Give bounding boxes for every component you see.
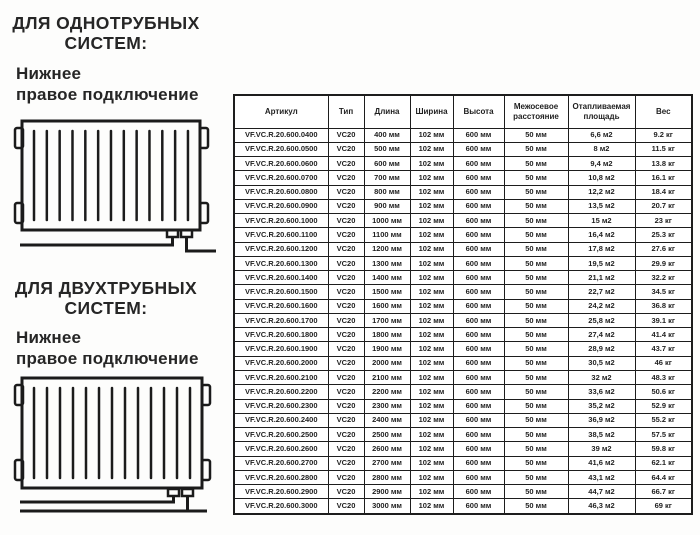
table-cell: VF.VC.R.20.600.0500 <box>234 142 328 156</box>
table-cell: 2200 мм <box>364 385 410 399</box>
table-cell: 13.8 кг <box>635 157 692 171</box>
table-cell: VF.VC.R.20.600.3000 <box>234 499 328 514</box>
table-cell: 24,2 м2 <box>568 299 635 313</box>
table-cell: VC20 <box>328 342 364 356</box>
table-cell: 28,9 м2 <box>568 342 635 356</box>
table-cell: VC20 <box>328 199 364 213</box>
table-cell: 32 м2 <box>568 371 635 385</box>
supply-pipe <box>20 237 173 245</box>
table-row <box>234 285 692 299</box>
table-cell: VC20 <box>328 285 364 299</box>
spec-table-body <box>234 128 692 514</box>
table-cell: 600 мм <box>453 199 504 213</box>
table-cell: 50 мм <box>504 128 568 142</box>
supply-pipe <box>20 496 174 502</box>
table-cell: 1600 мм <box>364 299 410 313</box>
table-cell: 43.7 кг <box>635 342 692 356</box>
table-cell: VF.VC.R.20.600.2100 <box>234 371 328 385</box>
table-cell: 1500 мм <box>364 285 410 299</box>
table-cell: 102 мм <box>410 499 453 514</box>
table-cell: 50 мм <box>504 214 568 228</box>
table-cell: 44,7 м2 <box>568 485 635 499</box>
table-cell: 1700 мм <box>364 313 410 327</box>
table-cell: VF.VC.R.20.600.1600 <box>234 299 328 313</box>
table-cell: VC20 <box>328 428 364 442</box>
table-row <box>234 228 692 242</box>
table-cell: VF.VC.R.20.600.2000 <box>234 356 328 370</box>
return-pipe <box>187 237 217 251</box>
table-cell: VC20 <box>328 470 364 484</box>
table-cell: 9.2 кг <box>635 128 692 142</box>
table-cell: VC20 <box>328 185 364 199</box>
table-cell: 600 мм <box>453 285 504 299</box>
table-cell: 1900 мм <box>364 342 410 356</box>
table-cell: 600 мм <box>453 485 504 499</box>
table-row <box>234 371 692 385</box>
table-cell: 1300 мм <box>364 256 410 270</box>
table-cell: 102 мм <box>410 285 453 299</box>
table-cell: 600 мм <box>453 428 504 442</box>
table-cell: 55.2 кг <box>635 413 692 427</box>
column-header: Ширина <box>410 95 453 128</box>
table-cell: VC20 <box>328 499 364 514</box>
connection-type-label-two-pipe <box>16 327 226 369</box>
table-cell: 102 мм <box>410 242 453 256</box>
table-cell: 102 мм <box>410 214 453 228</box>
table-cell: VF.VC.R.20.600.2800 <box>234 470 328 484</box>
table-cell: 2700 мм <box>364 456 410 470</box>
table-cell: 36.8 кг <box>635 299 692 313</box>
connection-type-one-pipe-line1: Нижнее <box>16 64 82 83</box>
table-cell: 16.1 кг <box>635 171 692 185</box>
table-cell: 20.7 кг <box>635 199 692 213</box>
table-cell: VC20 <box>328 413 364 427</box>
table-cell: 1800 мм <box>364 328 410 342</box>
table-cell: VF.VC.R.20.600.1200 <box>234 242 328 256</box>
table-cell: 11.5 кг <box>635 142 692 156</box>
table-cell: VF.VC.R.20.600.2900 <box>234 485 328 499</box>
column-header: Вес <box>635 95 692 128</box>
table-cell: VF.VC.R.20.600.2600 <box>234 442 328 456</box>
table-cell: 39 м2 <box>568 442 635 456</box>
table-cell: 52.9 кг <box>635 399 692 413</box>
radiator-fins <box>34 388 190 478</box>
table-cell: 600 мм <box>453 470 504 484</box>
radiator-two-pipe-diagram <box>8 368 232 520</box>
table-cell: 69 кг <box>635 499 692 514</box>
table-cell: 16,4 м2 <box>568 228 635 242</box>
table-cell: VC20 <box>328 242 364 256</box>
table-cell: VF.VC.R.20.600.1900 <box>234 342 328 356</box>
valve-icon <box>167 230 178 237</box>
table-cell: 22,7 м2 <box>568 285 635 299</box>
table-cell: VC20 <box>328 385 364 399</box>
column-header: Длина <box>364 95 410 128</box>
table-cell: 50 мм <box>504 157 568 171</box>
table-cell: VC20 <box>328 214 364 228</box>
section-title-two-pipe-line1: ДЛЯ ДВУХТРУБНЫХ <box>14 278 198 298</box>
spec-table <box>233 94 693 515</box>
table-cell: 18.4 кг <box>635 185 692 199</box>
table-row <box>234 185 692 199</box>
table-cell: 102 мм <box>410 142 453 156</box>
table-cell: VF.VC.R.20.600.0600 <box>234 157 328 171</box>
table-row <box>234 328 692 342</box>
connection-type-label-one-pipe <box>16 63 226 105</box>
table-cell: 50 мм <box>504 385 568 399</box>
radiator-fins <box>34 131 188 220</box>
table-cell: 2300 мм <box>364 399 410 413</box>
table-cell: 102 мм <box>410 199 453 213</box>
table-cell: 64.4 кг <box>635 470 692 484</box>
table-row <box>234 313 692 327</box>
table-row <box>234 399 692 413</box>
table-cell: 600 мм <box>453 356 504 370</box>
table-cell: 102 мм <box>410 413 453 427</box>
table-cell: 50 мм <box>504 299 568 313</box>
column-header: Межосевое расстояние <box>504 95 568 128</box>
column-header: Отапливаемая площадь <box>568 95 635 128</box>
table-cell: 2500 мм <box>364 428 410 442</box>
table-cell: 600 мм <box>453 271 504 285</box>
table-cell: VC20 <box>328 356 364 370</box>
valve-icon <box>182 489 193 496</box>
table-row <box>234 142 692 156</box>
connection-type-two-pipe-line1: Нижнее <box>16 328 82 347</box>
radiator-one-pipe-diagram <box>8 112 232 258</box>
table-cell: 600 мм <box>453 313 504 327</box>
section-title-two-pipe-line2: СИСТЕМ: <box>64 298 148 318</box>
table-row <box>234 128 692 142</box>
table-row <box>234 442 692 456</box>
table-cell: 102 мм <box>410 328 453 342</box>
table-cell: 600 мм <box>453 214 504 228</box>
table-cell: 50 мм <box>504 228 568 242</box>
table-cell: 59.8 кг <box>635 442 692 456</box>
table-cell: 102 мм <box>410 228 453 242</box>
table-cell: 57.5 кг <box>635 428 692 442</box>
table-cell: 41.4 кг <box>635 328 692 342</box>
table-cell: 600 мм <box>453 228 504 242</box>
table-cell: 19,5 м2 <box>568 256 635 270</box>
section-title-two-pipe <box>0 278 212 318</box>
table-row <box>234 413 692 427</box>
table-cell: 50 мм <box>504 356 568 370</box>
table-cell: 50 мм <box>504 456 568 470</box>
table-cell: 102 мм <box>410 470 453 484</box>
table-cell: 50 мм <box>504 371 568 385</box>
table-cell: 900 мм <box>364 199 410 213</box>
table-cell: VC20 <box>328 399 364 413</box>
table-cell: 102 мм <box>410 442 453 456</box>
table-cell: 50 мм <box>504 142 568 156</box>
spec-table-head <box>234 95 692 128</box>
table-cell: 2400 мм <box>364 413 410 427</box>
table-cell: 102 мм <box>410 171 453 185</box>
table-cell: 50 мм <box>504 313 568 327</box>
table-cell: VF.VC.R.20.600.0400 <box>234 128 328 142</box>
table-cell: 102 мм <box>410 256 453 270</box>
table-cell: VF.VC.R.20.600.1300 <box>234 256 328 270</box>
table-cell: 12,2 м2 <box>568 185 635 199</box>
table-cell: 50 мм <box>504 428 568 442</box>
table-cell: 10,8 м2 <box>568 171 635 185</box>
table-cell: VF.VC.R.20.600.0700 <box>234 171 328 185</box>
table-cell: 800 мм <box>364 185 410 199</box>
table-cell: 21,1 м2 <box>568 271 635 285</box>
table-cell: VC20 <box>328 171 364 185</box>
table-cell: 1400 мм <box>364 271 410 285</box>
table-cell: 25.3 кг <box>635 228 692 242</box>
table-cell: 600 мм <box>453 371 504 385</box>
table-cell: 102 мм <box>410 385 453 399</box>
table-cell: 600 мм <box>453 142 504 156</box>
table-cell: 50 мм <box>504 256 568 270</box>
table-cell: 600 мм <box>453 242 504 256</box>
table-cell: 2900 мм <box>364 485 410 499</box>
table-cell: VC20 <box>328 328 364 342</box>
table-cell: 600 мм <box>453 299 504 313</box>
table-row <box>234 356 692 370</box>
table-row <box>234 214 692 228</box>
column-header: Артикул <box>234 95 328 128</box>
table-cell: 600 мм <box>453 499 504 514</box>
table-row <box>234 256 692 270</box>
table-cell: VC20 <box>328 128 364 142</box>
table-cell: 39.1 кг <box>635 313 692 327</box>
table-cell: VF.VC.R.20.600.1500 <box>234 285 328 299</box>
table-cell: 102 мм <box>410 342 453 356</box>
table-row <box>234 199 692 213</box>
table-cell: 600 мм <box>453 171 504 185</box>
table-row <box>234 299 692 313</box>
table-cell: 32.2 кг <box>635 271 692 285</box>
table-cell: VC20 <box>328 313 364 327</box>
table-cell: VF.VC.R.20.600.0800 <box>234 185 328 199</box>
table-cell: 43,1 м2 <box>568 470 635 484</box>
table-row <box>234 342 692 356</box>
table-cell: 600 мм <box>453 413 504 427</box>
table-cell: 34.5 кг <box>635 285 692 299</box>
table-cell: VC20 <box>328 271 364 285</box>
table-cell: 400 мм <box>364 128 410 142</box>
table-cell: 600 мм <box>453 385 504 399</box>
table-cell: VF.VC.R.20.600.1800 <box>234 328 328 342</box>
table-cell: VF.VC.R.20.600.2200 <box>234 385 328 399</box>
table-cell: 41,6 м2 <box>568 456 635 470</box>
table-cell: 50 мм <box>504 470 568 484</box>
table-cell: 102 мм <box>410 185 453 199</box>
table-row <box>234 157 692 171</box>
table-cell: VF.VC.R.20.600.1000 <box>234 214 328 228</box>
table-cell: 102 мм <box>410 485 453 499</box>
column-header: Высота <box>453 95 504 128</box>
column-header: Тип <box>328 95 364 128</box>
table-cell: 33,6 м2 <box>568 385 635 399</box>
table-cell: 50 мм <box>504 499 568 514</box>
section-title-one-pipe-line1: ДЛЯ ОДНОТРУБНЫХ <box>12 13 200 33</box>
table-cell: 600 мм <box>453 342 504 356</box>
table-cell: 50.6 кг <box>635 385 692 399</box>
table-cell: 46,3 м2 <box>568 499 635 514</box>
table-cell: 2100 мм <box>364 371 410 385</box>
table-cell: 600 мм <box>453 185 504 199</box>
table-cell: 102 мм <box>410 371 453 385</box>
table-cell: VF.VC.R.20.600.0900 <box>234 199 328 213</box>
table-cell: 50 мм <box>504 199 568 213</box>
section-title-one-pipe-line2: СИСТЕМ: <box>64 33 148 53</box>
table-cell: 17,8 м2 <box>568 242 635 256</box>
table-cell: 600 мм <box>453 128 504 142</box>
table-cell: VF.VC.R.20.600.2500 <box>234 428 328 442</box>
header-row <box>234 95 692 128</box>
table-cell: 62.1 кг <box>635 456 692 470</box>
table-row <box>234 456 692 470</box>
table-row <box>234 242 692 256</box>
table-cell: 102 мм <box>410 157 453 171</box>
table-cell: VF.VC.R.20.600.2400 <box>234 413 328 427</box>
table-cell: 15 м2 <box>568 214 635 228</box>
table-cell: 2800 мм <box>364 470 410 484</box>
table-cell: 102 мм <box>410 128 453 142</box>
table-cell: 1200 мм <box>364 242 410 256</box>
table-cell: 1000 мм <box>364 214 410 228</box>
table-cell: 50 мм <box>504 342 568 356</box>
table-cell: 600 мм <box>453 328 504 342</box>
table-cell: 50 мм <box>504 171 568 185</box>
table-cell: 600 мм <box>453 157 504 171</box>
table-cell: 50 мм <box>504 285 568 299</box>
table-cell: 25,8 м2 <box>568 313 635 327</box>
table-cell: VC20 <box>328 256 364 270</box>
section-title-one-pipe <box>0 13 212 53</box>
table-cell: VC20 <box>328 157 364 171</box>
table-cell: 600 мм <box>453 456 504 470</box>
table-cell: 102 мм <box>410 428 453 442</box>
table-cell: 9,4 м2 <box>568 157 635 171</box>
table-cell: VC20 <box>328 456 364 470</box>
valve-icon <box>181 230 192 237</box>
table-cell: VF.VC.R.20.600.1700 <box>234 313 328 327</box>
table-cell: 30,5 м2 <box>568 356 635 370</box>
table-cell: 50 мм <box>504 242 568 256</box>
table-cell: 102 мм <box>410 356 453 370</box>
table-cell: 50 мм <box>504 271 568 285</box>
table-cell: VC20 <box>328 228 364 242</box>
table-cell: 600 мм <box>453 399 504 413</box>
table-row <box>234 271 692 285</box>
table-cell: 600 мм <box>453 442 504 456</box>
table-cell: 46 кг <box>635 356 692 370</box>
table-cell: 36,9 м2 <box>568 413 635 427</box>
table-cell: 700 мм <box>364 171 410 185</box>
table-cell: 23 кг <box>635 214 692 228</box>
spec-table-wrap <box>233 94 691 515</box>
table-cell: 102 мм <box>410 313 453 327</box>
table-cell: VC20 <box>328 371 364 385</box>
table-cell: VC20 <box>328 442 364 456</box>
table-cell: 48.3 кг <box>635 371 692 385</box>
table-row <box>234 428 692 442</box>
table-cell: VC20 <box>328 142 364 156</box>
table-cell: VF.VC.R.20.600.2300 <box>234 399 328 413</box>
table-cell: 600 мм <box>364 157 410 171</box>
table-cell: 2000 мм <box>364 356 410 370</box>
table-row <box>234 485 692 499</box>
table-cell: VF.VC.R.20.600.2700 <box>234 456 328 470</box>
table-cell: 50 мм <box>504 328 568 342</box>
table-cell: 13,5 м2 <box>568 199 635 213</box>
table-cell: 1100 мм <box>364 228 410 242</box>
table-cell: 102 мм <box>410 299 453 313</box>
table-cell: 50 мм <box>504 399 568 413</box>
table-row <box>234 499 692 514</box>
table-cell: 2600 мм <box>364 442 410 456</box>
table-cell: VF.VC.R.20.600.1400 <box>234 271 328 285</box>
valve-icon <box>168 489 179 496</box>
table-cell: 50 мм <box>504 185 568 199</box>
table-cell: 38,5 м2 <box>568 428 635 442</box>
table-cell: 600 мм <box>453 256 504 270</box>
connection-type-two-pipe-line2: правое подключение <box>16 349 199 368</box>
table-cell: 50 мм <box>504 485 568 499</box>
table-cell: 50 мм <box>504 413 568 427</box>
table-cell: 102 мм <box>410 399 453 413</box>
table-cell: VC20 <box>328 485 364 499</box>
table-cell: 500 мм <box>364 142 410 156</box>
table-row <box>234 470 692 484</box>
table-cell: 102 мм <box>410 271 453 285</box>
table-cell: 27.6 кг <box>635 242 692 256</box>
table-cell: 35,2 м2 <box>568 399 635 413</box>
table-cell: 3000 мм <box>364 499 410 514</box>
connection-type-one-pipe-line2: правое подключение <box>16 85 199 104</box>
table-cell: 8 м2 <box>568 142 635 156</box>
table-cell: VF.VC.R.20.600.1100 <box>234 228 328 242</box>
table-cell: 102 мм <box>410 456 453 470</box>
table-cell: 29.9 кг <box>635 256 692 270</box>
table-cell: VC20 <box>328 299 364 313</box>
table-row <box>234 385 692 399</box>
table-cell: 6,6 м2 <box>568 128 635 142</box>
table-cell: 27,4 м2 <box>568 328 635 342</box>
table-cell: 66.7 кг <box>635 485 692 499</box>
table-row <box>234 171 692 185</box>
table-cell: 50 мм <box>504 442 568 456</box>
